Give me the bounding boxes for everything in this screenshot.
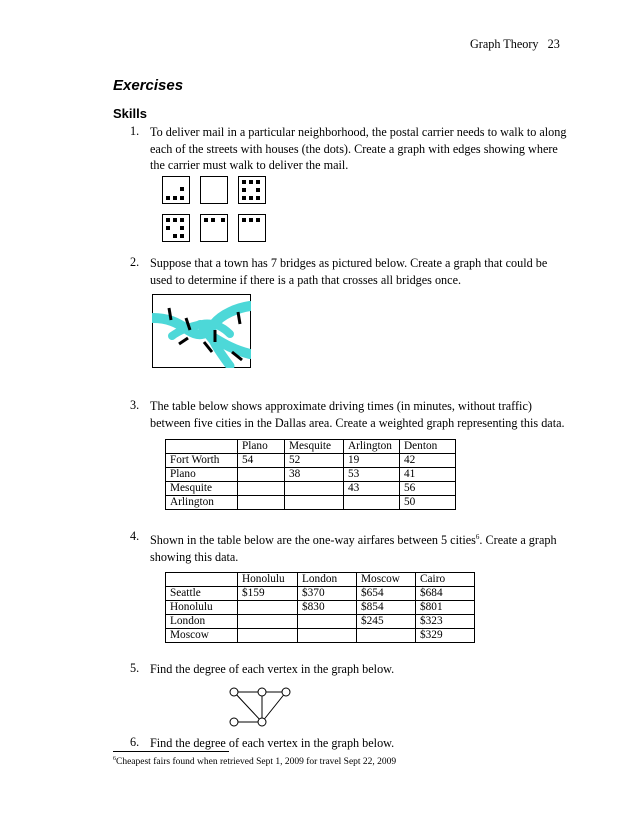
block <box>162 214 190 242</box>
exercise-number: 4. <box>130 529 140 543</box>
text-segment: Shown in the table below are the one-way airfares between 5 cities <box>150 533 476 548</box>
footnote-divider <box>113 751 229 752</box>
exercise-number: 2. <box>130 255 140 269</box>
exercise-text <box>150 735 590 752</box>
exercise-text <box>150 661 590 678</box>
vertex <box>258 688 266 696</box>
table-cell: 50 <box>400 496 456 510</box>
header-cell: London <box>298 573 357 587</box>
table-cell: 53 <box>344 468 400 482</box>
table-header-row <box>166 440 456 454</box>
text-line: To deliver mail in a particular neighborhood, the postal carrier needs to walk to along <box>150 125 567 139</box>
neighborhood-blocks-figure <box>162 176 272 246</box>
header-cell: Moscow <box>357 573 416 587</box>
bridge <box>238 312 240 324</box>
table-cell: $323 <box>416 615 475 629</box>
table-cell: $801 <box>416 601 475 615</box>
exercise-number: 6. <box>130 735 140 749</box>
text-line <box>150 529 590 549</box>
block <box>238 214 266 242</box>
table-cell <box>357 629 416 643</box>
table-cell: $370 <box>298 587 357 601</box>
running-header <box>470 37 560 52</box>
table-cell: 19 <box>344 454 400 468</box>
header-title: Graph Theory <box>470 37 539 51</box>
table-cell <box>285 496 344 510</box>
table-row <box>166 468 456 482</box>
vertex <box>282 688 290 696</box>
table-cell: Seattle <box>166 587 238 601</box>
table-cell: Honolulu <box>166 601 238 615</box>
page-number: 23 <box>547 37 560 51</box>
table-cell <box>238 601 298 615</box>
table-cell: $159 <box>238 587 298 601</box>
table-cell: Arlington <box>166 496 238 510</box>
footnote-text: Cheapest fairs found when retrieved Sept 1, 2009 for travel Sept 22, 2009 <box>116 757 397 768</box>
table-cell: Mesquite <box>166 482 238 496</box>
header-cell: Honolulu <box>238 573 298 587</box>
header-cell <box>166 440 238 454</box>
block <box>162 176 190 204</box>
text-line: Find the degree of each vertex in the graph below. <box>150 662 395 676</box>
table-cell: $684 <box>416 587 475 601</box>
footnote <box>113 756 396 767</box>
exercise-text <box>150 398 590 431</box>
text-line: The table below shows approximate driving times (in minutes, without traffic) <box>150 399 532 413</box>
header-cell: Arlington <box>344 440 400 454</box>
edge <box>234 692 262 722</box>
block <box>200 176 228 204</box>
bridges-figure <box>152 294 251 368</box>
table-cell: 38 <box>285 468 344 482</box>
text-line: each of the streets with houses (the dots). Create a graph with edges showing where <box>150 141 558 156</box>
table-row <box>166 496 456 510</box>
text-line: showing this data. <box>150 549 239 564</box>
vertex <box>258 718 266 726</box>
block <box>200 214 228 242</box>
exercises-heading: Exercises <box>113 77 184 94</box>
text-segment: . Create a graph <box>479 533 557 548</box>
airfare-table <box>165 572 475 643</box>
block <box>238 176 266 204</box>
table-cell: 54 <box>238 454 285 468</box>
driving-times-table <box>165 439 456 510</box>
table-cell <box>238 629 298 643</box>
text-line: Find the degree of each vertex in the graph below. <box>150 736 395 750</box>
table-cell: $854 <box>357 601 416 615</box>
vertex <box>230 688 238 696</box>
table-cell: Fort Worth <box>166 454 238 468</box>
skills-subheading: Skills <box>113 106 147 121</box>
header-cell: Cairo <box>416 573 475 587</box>
table-cell: $830 <box>298 601 357 615</box>
table-row <box>166 454 456 468</box>
table-cell <box>344 496 400 510</box>
table-cell: $329 <box>416 629 475 643</box>
exercise-number: 3. <box>130 398 140 412</box>
table-cell: Plano <box>166 468 238 482</box>
text-line: used to determine if there is a path that crosses all bridges once. <box>150 272 462 287</box>
table-cell <box>238 482 285 496</box>
table-cell <box>285 482 344 496</box>
table-header-row <box>166 573 475 587</box>
graph-vertices <box>230 688 290 726</box>
footnote-ref[interactable]: 6 <box>475 533 480 541</box>
edge <box>262 692 286 722</box>
table-cell <box>298 629 357 643</box>
exercise-number: 1. <box>130 124 140 138</box>
graph-edges <box>234 692 286 722</box>
table-row <box>166 482 456 496</box>
exercise-text <box>150 529 590 565</box>
header-cell <box>166 573 238 587</box>
table-cell: 43 <box>344 482 400 496</box>
header-cell: Plano <box>238 440 285 454</box>
text-line: the carrier must walk to deliver the mail. <box>150 158 349 172</box>
text-line: between five cities in the Dallas area. Create a weighted graph representing this data. <box>150 415 565 430</box>
table-cell: 52 <box>285 454 344 468</box>
table-cell <box>238 468 285 482</box>
table-cell: 41 <box>400 468 456 482</box>
footnote-mark: 6 <box>113 756 116 762</box>
table-cell <box>238 496 285 510</box>
table-cell: $245 <box>357 615 416 629</box>
table-cell <box>298 615 357 629</box>
table-row <box>166 587 475 601</box>
header-cell: Mesquite <box>285 440 344 454</box>
table-cell <box>238 615 298 629</box>
vertex <box>230 718 238 726</box>
vertex-graph-figure <box>226 686 296 728</box>
bridge <box>169 308 171 320</box>
exercise-text <box>150 124 590 174</box>
table-row <box>166 601 475 615</box>
table-row <box>166 615 475 629</box>
text-line: Suppose that a town has 7 bridges as pictured below. Create a graph that could be <box>150 256 548 270</box>
exercise-text <box>150 255 590 288</box>
table-cell: Moscow <box>166 629 238 643</box>
table-row <box>166 629 475 643</box>
table-cell: 42 <box>400 454 456 468</box>
header-cell: Denton <box>400 440 456 454</box>
table-cell: 56 <box>400 482 456 496</box>
table-cell: $654 <box>357 587 416 601</box>
table-cell: London <box>166 615 238 629</box>
exercise-number: 5. <box>130 661 140 675</box>
